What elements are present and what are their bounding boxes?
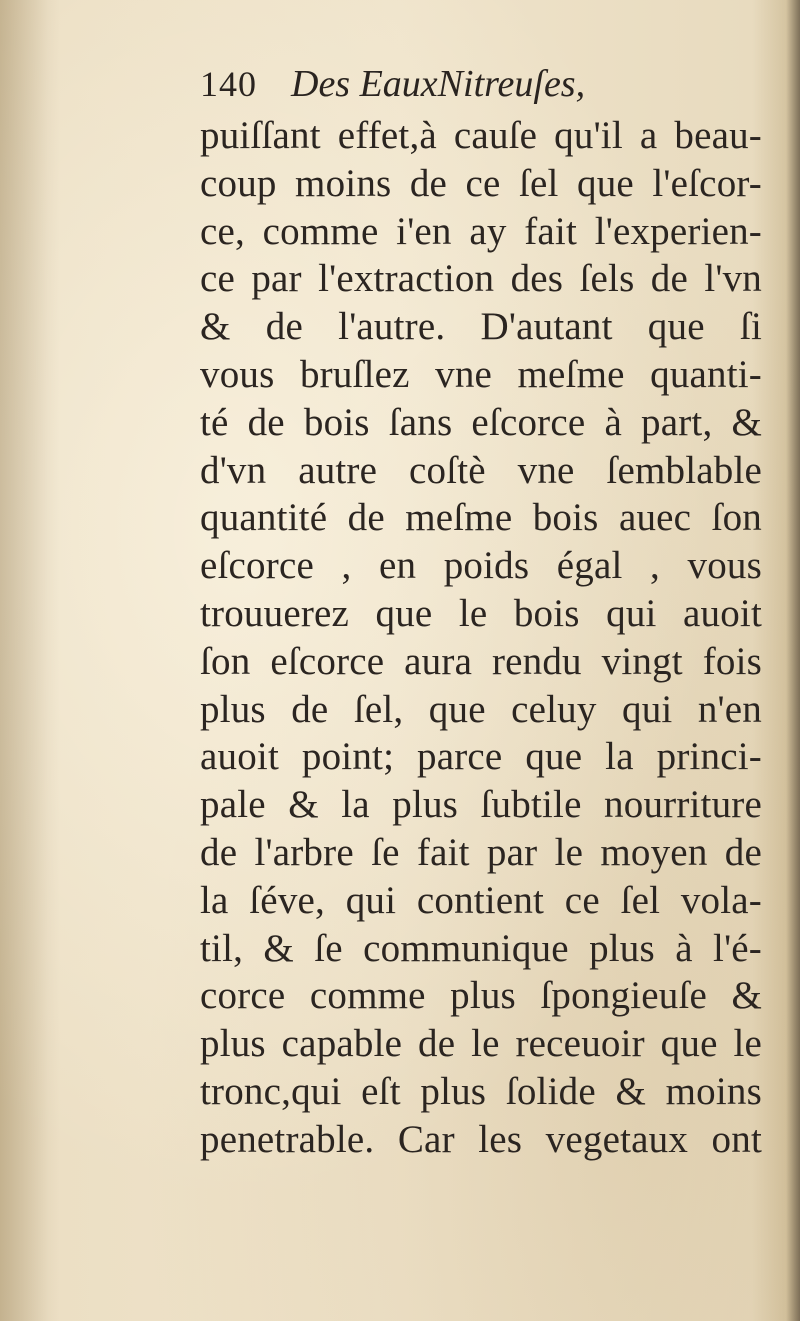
- text-line: ce par l'extraction des ſels de l'vn: [200, 257, 762, 301]
- body-text: [200, 112, 762, 1164]
- text-line: plus de ſel, que celuy qui n'en: [200, 687, 762, 731]
- text-line: quantité de meſme bois auec ſon: [200, 496, 762, 540]
- page-header: [200, 62, 760, 110]
- text-line: té de bois ſans eſcorce à part, &: [200, 400, 762, 444]
- page-edge-shadow: [786, 0, 800, 1321]
- text-line: vous bruſlez vne meſme quanti-: [200, 352, 762, 396]
- text-line: d'vn autre coſtè vne ſemblable: [200, 448, 762, 492]
- text-line: tronc,qui eſt plus ſolide & moins: [200, 1069, 762, 1113]
- text-line: penetrable. Car les vegetaux ont: [200, 1117, 762, 1161]
- page-number: 140: [200, 64, 257, 104]
- text-line: de l'arbre ſe fait par le moyen de: [200, 830, 762, 874]
- gutter-shadow: [0, 0, 60, 1321]
- text-line: coup moins de ce ſel que l'eſcor-: [200, 161, 762, 205]
- text-line: la ſéve, qui contient ce ſel vola-: [200, 878, 762, 922]
- text-line: ſon eſcorce aura rendu vingt fois: [200, 639, 762, 683]
- text-line: ce, comme i'en ay fait l'experien-: [200, 209, 762, 253]
- running-title: Des EauxNitreuſes,: [291, 63, 586, 105]
- text-line: til, & ſe communique plus à l'é-: [200, 926, 762, 970]
- text-line: eſcorce , en poids égal , vous: [200, 544, 762, 588]
- text-line: puiſſant effet,à cauſe qu'il a beau-: [200, 114, 762, 157]
- text-line: corce comme plus ſpongieuſe &: [200, 974, 762, 1018]
- text-line: plus capable de le receuoir que le: [200, 1022, 762, 1066]
- text-line: & de l'autre. D'autant que ſi: [200, 305, 762, 349]
- text-line: auoit point; parce que la princi-: [200, 735, 762, 779]
- text-line: pale & la plus ſubtile nourriture: [200, 783, 762, 827]
- text-line: trouuerez que le bois qui auoit: [200, 591, 762, 635]
